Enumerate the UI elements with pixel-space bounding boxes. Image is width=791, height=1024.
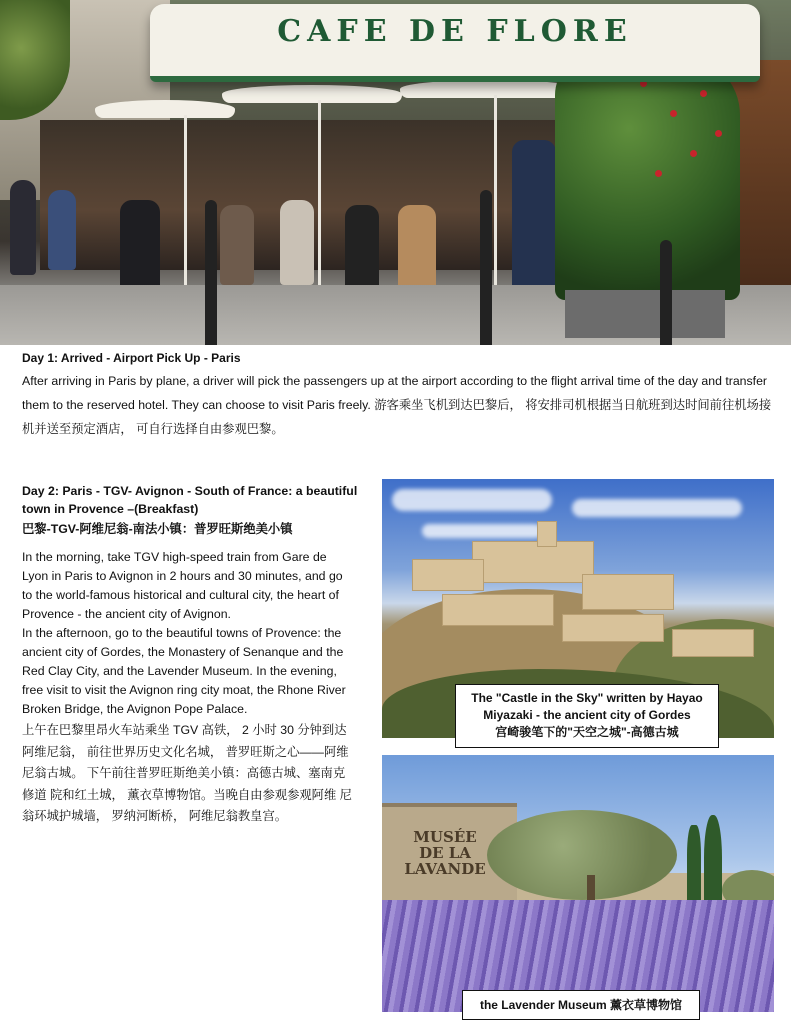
rose <box>700 90 707 97</box>
gordes-caption-line: Miyazaki - the ancient city of Gordes <box>483 708 691 722</box>
bollard <box>205 200 217 345</box>
day2-paragraph-afternoon: In the afternoon, go to the beautiful towns of Provence: the ancient city of Gordes, the Monastery of Senanque and the Red Clay City, and the Lavender Museum. In the evening, free visit to visit the Avignon ring city moat, the Rhone River Broken Bridge, the Avignon Pope Palace. <box>22 626 346 716</box>
cafe-de-flore-photo <box>0 0 791 345</box>
diner <box>345 205 379 295</box>
umbrella <box>95 100 235 118</box>
rose <box>655 170 662 177</box>
bollard <box>480 190 492 345</box>
houses <box>672 629 754 657</box>
rose <box>715 130 722 137</box>
olive-tree <box>487 810 677 900</box>
castle <box>472 541 594 583</box>
cafe-awning <box>150 4 760 82</box>
cypress-tree <box>687 825 701 910</box>
museum-sign-line: LAVANDE <box>404 860 486 878</box>
houses <box>562 614 664 642</box>
gordes-caption <box>455 684 719 748</box>
cafe-sign-text: CAFE DE FLORE <box>277 14 633 49</box>
umbrella-pole <box>184 115 187 300</box>
rose <box>670 110 677 117</box>
gordes-caption-line: 宫崎骏笔下的"天空之城"-高德古城 <box>495 725 679 739</box>
diner <box>280 200 314 285</box>
bollard <box>660 240 672 345</box>
cloud <box>572 499 742 517</box>
day2-body <box>22 548 356 719</box>
planter-box <box>565 290 725 338</box>
cypress-tree <box>704 815 722 910</box>
day2-paragraph-morning: In the morning, take TGV high-speed train from Gare de Lyon in Paris to Avignon in 2 hours and 30 minutes, and go to the world-famous historical and cultural city, the heart of Provence - the ancient city of Avignon. <box>22 550 343 621</box>
pedestrian <box>10 180 36 275</box>
pedestrian <box>48 190 76 270</box>
cloud <box>422 524 542 538</box>
lavender-museum-photo <box>382 755 774 1012</box>
diner <box>220 205 254 285</box>
houses <box>412 559 484 591</box>
diner <box>120 200 160 290</box>
museum-sign-line: DE LA <box>419 844 471 862</box>
umbrella <box>222 85 402 103</box>
rose <box>690 150 697 157</box>
day2-heading-chinese: 巴黎-TGV-阿维尼翁-南法小镇：普罗旺斯绝美小镇 <box>22 522 293 536</box>
day1-body: After arriving in Paris by plane, a driver will pick the passengers up at the airport according to the flight arrival time of the day and transfer them to the reserved hotel. They can choose to visit Paris freely. 游客乘坐飞机到达巴黎后， 将安排司机根据当日航班到达时间前往机场接机并送至预定酒店， 可自行选择自由参观巴黎。 <box>22 374 772 436</box>
day2-body-chinese: 上午在巴黎里昂火车站乘坐 TGV 高铁， 2 小时 30 分钟到达阿维尼翁， 前往世界历史文化名城， 普罗旺斯之心——阿维尼翁古城。 下午前往普罗旺斯绝美小镇：高德古城、塞南克修道 院和红土城， 薰衣草博物馆。当晚自由参观参观阿维 尼翁环城护城墙， 罗纳河断桥， 阿维尼翁教皇宫。 <box>22 723 352 823</box>
museum-sign <box>400 829 490 877</box>
lavender-caption: the Lavender Museum 薰衣草博物馆 <box>462 990 700 1020</box>
umbrella-pole <box>318 100 321 310</box>
gordes-caption-line: The "Castle in the Sky" written by Hayao <box>471 691 703 705</box>
umbrella <box>400 80 580 98</box>
houses <box>442 594 554 626</box>
castle-tower <box>537 521 557 547</box>
day2-heading: Day 2: Paris - TGV- Avignon - South of France: a beautiful town in Provence –(Breakfast) <box>22 484 358 516</box>
flower-plants <box>555 55 740 300</box>
cloud <box>392 489 552 511</box>
houses <box>582 574 674 610</box>
day1-heading: Day 1: Arrived - Airport Pick Up - Paris <box>22 351 241 365</box>
museum-sign-line: MUSÉE <box>413 828 477 846</box>
